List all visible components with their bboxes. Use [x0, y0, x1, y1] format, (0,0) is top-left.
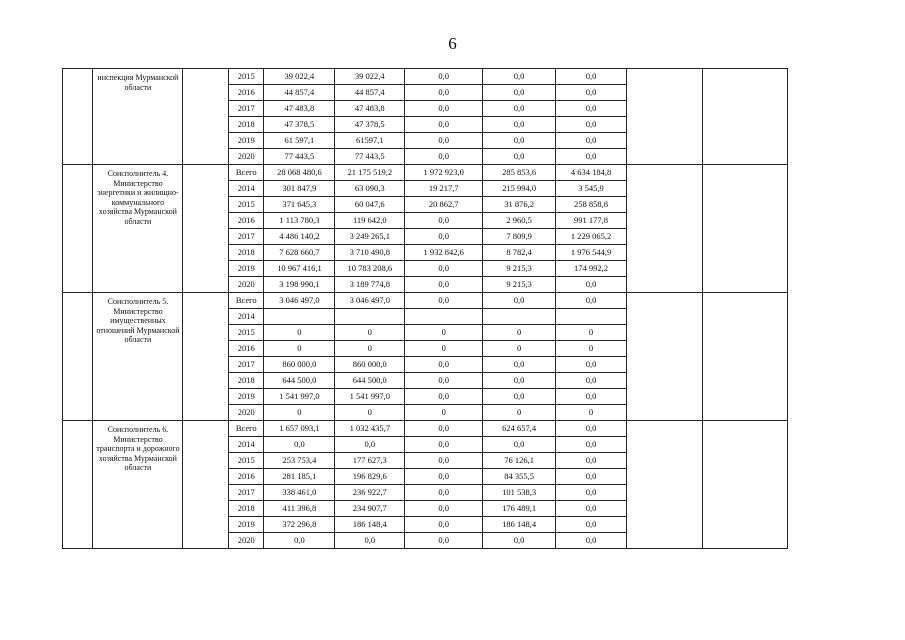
year-cell: Всего — [229, 421, 264, 437]
value-cell: 0,0 — [405, 469, 483, 485]
value-cell: 0,0 — [405, 101, 483, 117]
value-cell: 0,0 — [264, 437, 335, 453]
value-cell: 0,0 — [556, 85, 627, 101]
value-cell: 8 782,4 — [483, 245, 556, 261]
year-cell: 2017 — [229, 229, 264, 245]
value-cell: 0,0 — [483, 373, 556, 389]
value-cell: 0,0 — [556, 469, 627, 485]
executor-cell: Соисполнитель 6. Министерство транспорта и дорожного хозяйства Мурманской области — [93, 421, 183, 549]
value-cell: 101 538,3 — [483, 485, 556, 501]
value-cell: 20 862,7 — [405, 197, 483, 213]
value-cell: 0,0 — [483, 533, 556, 549]
table-row — [63, 165, 788, 181]
year-cell: 2019 — [229, 389, 264, 405]
value-cell: 0,0 — [483, 437, 556, 453]
value-cell: 47 483,8 — [335, 101, 405, 117]
value-cell: 301 847,9 — [264, 181, 335, 197]
value-cell: 0,0 — [483, 389, 556, 405]
budget-table — [62, 68, 788, 549]
value-cell: 0,0 — [335, 437, 405, 453]
value-cell: 0,0 — [405, 517, 483, 533]
value-cell: 39 022,4 — [335, 69, 405, 85]
value-cell: 47 378,5 — [264, 117, 335, 133]
value-cell: 0,0 — [556, 101, 627, 117]
year-cell: 2017 — [229, 357, 264, 373]
value-cell: 1 657 093,1 — [264, 421, 335, 437]
value-cell: 31 876,2 — [483, 197, 556, 213]
value-cell: 253 753,4 — [264, 453, 335, 469]
value-cell: 0,0 — [556, 421, 627, 437]
empty-cell — [626, 293, 702, 421]
value-cell: 0,0 — [483, 69, 556, 85]
empty-cell — [183, 293, 229, 421]
empty-cell — [702, 165, 787, 293]
year-cell: 2020 — [229, 405, 264, 421]
empty-cell — [626, 421, 702, 549]
year-cell: 2015 — [229, 69, 264, 85]
year-cell: 2016 — [229, 85, 264, 101]
value-cell: 644 500,0 — [335, 373, 405, 389]
value-cell: 9 215,3 — [483, 277, 556, 293]
table-row — [63, 293, 788, 309]
value-cell — [405, 309, 483, 325]
value-cell: 0,0 — [556, 69, 627, 85]
empty-cell — [183, 165, 229, 293]
row-number-cell — [63, 69, 93, 165]
value-cell: 1 932 842,6 — [405, 245, 483, 261]
value-cell: 1 972 923,0 — [405, 165, 483, 181]
value-cell: 0,0 — [556, 133, 627, 149]
value-cell: 47 378,5 — [335, 117, 405, 133]
year-cell: 2014 — [229, 437, 264, 453]
value-cell: 44 857,4 — [264, 85, 335, 101]
year-cell: Всего — [229, 165, 264, 181]
value-cell: 0,0 — [556, 437, 627, 453]
value-cell: 0,0 — [556, 517, 627, 533]
year-cell: 2019 — [229, 517, 264, 533]
year-cell: 2015 — [229, 453, 264, 469]
value-cell: 0 — [483, 405, 556, 421]
value-cell: 0,0 — [483, 133, 556, 149]
executor-cell: Соисполнитель 4. Министерство энергетики и жилищно-коммунального хозяйства Мурманской области — [93, 165, 183, 293]
value-cell: 0,0 — [483, 117, 556, 133]
year-cell: 2020 — [229, 533, 264, 549]
value-cell: 3 046 497,0 — [335, 293, 405, 309]
value-cell: 3 198 990,1 — [264, 277, 335, 293]
empty-cell — [702, 69, 787, 165]
value-cell — [556, 309, 627, 325]
year-cell: 2018 — [229, 245, 264, 261]
value-cell: 10 967 416,1 — [264, 261, 335, 277]
value-cell: 236 922,7 — [335, 485, 405, 501]
value-cell: 77 443,5 — [335, 149, 405, 165]
value-cell: 0 — [483, 325, 556, 341]
value-cell: 3 249 265,1 — [335, 229, 405, 245]
year-cell: 2016 — [229, 213, 264, 229]
value-cell: 0,0 — [405, 149, 483, 165]
value-cell: 0 — [483, 341, 556, 357]
value-cell: 4 634 184,8 — [556, 165, 627, 181]
year-cell: 2017 — [229, 485, 264, 501]
empty-cell — [702, 421, 787, 549]
value-cell: 338 461,0 — [264, 485, 335, 501]
value-cell: 0,0 — [405, 421, 483, 437]
value-cell: 186 148,4 — [483, 517, 556, 533]
year-cell: 2020 — [229, 149, 264, 165]
value-cell: 1 976 544,9 — [556, 245, 627, 261]
value-cell: 0,0 — [556, 277, 627, 293]
value-cell: 1 541 997,0 — [264, 389, 335, 405]
value-cell: 0,0 — [405, 293, 483, 309]
value-cell: 39 022,4 — [264, 69, 335, 85]
year-cell: 2014 — [229, 309, 264, 325]
value-cell: 186 148,4 — [335, 517, 405, 533]
value-cell — [335, 309, 405, 325]
value-cell: 1 229 065,2 — [556, 229, 627, 245]
value-cell: 644 500,0 — [264, 373, 335, 389]
table-row — [63, 69, 788, 85]
value-cell: 0 — [264, 405, 335, 421]
value-cell: 0 — [556, 341, 627, 357]
value-cell: 0,0 — [556, 293, 627, 309]
value-cell: 258 858,8 — [556, 197, 627, 213]
value-cell: 119 642,0 — [335, 213, 405, 229]
year-cell: 2019 — [229, 133, 264, 149]
value-cell: 196 829,6 — [335, 469, 405, 485]
page-number: 6 — [448, 34, 457, 53]
value-cell: 0 — [264, 341, 335, 357]
value-cell: 2 960,5 — [483, 213, 556, 229]
value-cell: 0,0 — [405, 437, 483, 453]
value-cell: 0,0 — [556, 453, 627, 469]
value-cell: 0,0 — [556, 357, 627, 373]
value-cell: 3 189 774,8 — [335, 277, 405, 293]
value-cell: 371 645,3 — [264, 197, 335, 213]
value-cell: 0,0 — [335, 533, 405, 549]
value-cell: 4 486 140,2 — [264, 229, 335, 245]
value-cell: 7 628 660,7 — [264, 245, 335, 261]
year-cell: 2014 — [229, 181, 264, 197]
value-cell: 0,0 — [556, 501, 627, 517]
value-cell: 0 — [405, 405, 483, 421]
year-cell: 2017 — [229, 101, 264, 117]
value-cell: 0,0 — [556, 117, 627, 133]
value-cell: 0,0 — [483, 293, 556, 309]
year-cell: 2018 — [229, 117, 264, 133]
value-cell: 174 992,2 — [556, 261, 627, 277]
year-cell: 2018 — [229, 373, 264, 389]
value-cell: 61597,1 — [335, 133, 405, 149]
value-cell: 3 710 490,8 — [335, 245, 405, 261]
row-number-cell — [63, 421, 93, 549]
value-cell: 0,0 — [556, 149, 627, 165]
value-cell: 0,0 — [405, 85, 483, 101]
value-cell: 0,0 — [405, 69, 483, 85]
value-cell: 77 443,5 — [264, 149, 335, 165]
value-cell: 63 090,3 — [335, 181, 405, 197]
year-cell: 2015 — [229, 197, 264, 213]
value-cell: 1 113 780,3 — [264, 213, 335, 229]
executor-cell: Соисполнитель 5. Министерство имущественных отношений Мурманской области — [93, 293, 183, 421]
value-cell: 0,0 — [405, 133, 483, 149]
empty-cell — [183, 421, 229, 549]
value-cell: 76 126,1 — [483, 453, 556, 469]
value-cell: 0,0 — [556, 389, 627, 405]
value-cell — [483, 309, 556, 325]
value-cell: 28 068 480,6 — [264, 165, 335, 181]
empty-cell — [626, 165, 702, 293]
value-cell: 411 396,8 — [264, 501, 335, 517]
year-cell: 2020 — [229, 277, 264, 293]
value-cell: 0,0 — [483, 357, 556, 373]
value-cell: 47 483,8 — [264, 101, 335, 117]
row-number-cell — [63, 293, 93, 421]
value-cell: 285 853,6 — [483, 165, 556, 181]
value-cell: 991 177,8 — [556, 213, 627, 229]
year-cell: 2016 — [229, 469, 264, 485]
value-cell: 0,0 — [264, 533, 335, 549]
value-cell: 0 — [556, 325, 627, 341]
value-cell: 0 — [335, 341, 405, 357]
value-cell: 21 175 519,2 — [335, 165, 405, 181]
value-cell: 624 657,4 — [483, 421, 556, 437]
value-cell: 0,0 — [405, 373, 483, 389]
value-cell: 19 217,7 — [405, 181, 483, 197]
table-row — [63, 421, 788, 437]
value-cell: 0 — [335, 325, 405, 341]
value-cell: 7 809,9 — [483, 229, 556, 245]
year-cell: 2015 — [229, 325, 264, 341]
empty-cell — [626, 69, 702, 165]
value-cell: 60 047,6 — [335, 197, 405, 213]
value-cell: 0 — [264, 325, 335, 341]
value-cell: 215 994,0 — [483, 181, 556, 197]
value-cell: 61 597,1 — [264, 133, 335, 149]
value-cell: 0,0 — [405, 261, 483, 277]
value-cell: 176 489,1 — [483, 501, 556, 517]
value-cell: 84 355,5 — [483, 469, 556, 485]
table-body — [63, 69, 788, 549]
executor-cell: инспекция Мурманской области — [93, 69, 183, 165]
value-cell: 0,0 — [483, 85, 556, 101]
value-cell: 0,0 — [556, 485, 627, 501]
value-cell: 860 000,0 — [264, 357, 335, 373]
value-cell: 281 185,1 — [264, 469, 335, 485]
year-cell: 2019 — [229, 261, 264, 277]
value-cell: 0 — [405, 325, 483, 341]
value-cell: 0,0 — [405, 485, 483, 501]
value-cell: 0,0 — [556, 533, 627, 549]
year-cell: 2018 — [229, 501, 264, 517]
value-cell: 0 — [335, 405, 405, 421]
value-cell: 234 907,7 — [335, 501, 405, 517]
value-cell: 0,0 — [405, 117, 483, 133]
value-cell: 3 545,9 — [556, 181, 627, 197]
value-cell: 0,0 — [405, 229, 483, 245]
value-cell: 372 296,8 — [264, 517, 335, 533]
value-cell: 44 857,4 — [335, 85, 405, 101]
value-cell: 0,0 — [405, 453, 483, 469]
value-cell: 0,0 — [405, 357, 483, 373]
value-cell: 0 — [405, 341, 483, 357]
value-cell: 0,0 — [556, 373, 627, 389]
year-cell: Всего — [229, 293, 264, 309]
value-cell: 10 783 208,6 — [335, 261, 405, 277]
value-cell: 0,0 — [405, 501, 483, 517]
value-cell: 3 046 497,0 — [264, 293, 335, 309]
value-cell — [264, 309, 335, 325]
empty-cell — [702, 293, 787, 421]
value-cell: 0,0 — [483, 101, 556, 117]
value-cell: 9 215,3 — [483, 261, 556, 277]
value-cell: 0 — [556, 405, 627, 421]
empty-cell — [183, 69, 229, 165]
value-cell: 0,0 — [405, 213, 483, 229]
year-cell: 2016 — [229, 341, 264, 357]
row-number-cell — [63, 165, 93, 293]
value-cell: 860 000,0 — [335, 357, 405, 373]
value-cell: 0,0 — [483, 149, 556, 165]
value-cell: 0,0 — [405, 277, 483, 293]
value-cell: 177 627,3 — [335, 453, 405, 469]
value-cell: 1 541 997,0 — [335, 389, 405, 405]
value-cell: 0,0 — [405, 533, 483, 549]
value-cell: 1 032 435,7 — [335, 421, 405, 437]
value-cell: 0,0 — [405, 389, 483, 405]
